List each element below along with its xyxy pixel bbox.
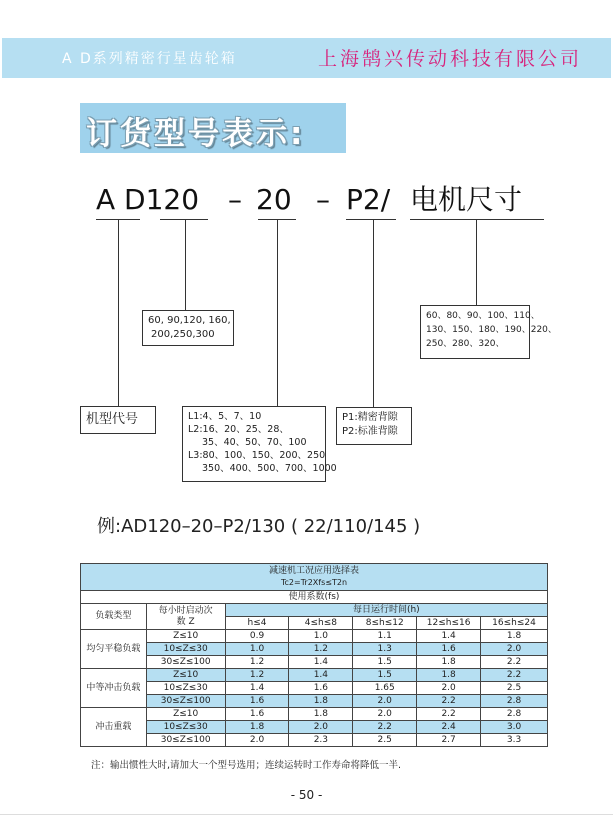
example-model: 例:AD120–20–P2/130 ( 22/110/145 ) [97,516,421,537]
factor-cell: 2.8 [481,708,548,721]
ratio-line-2: L2:16、20、25、28、 [188,424,289,435]
table-row [81,708,548,721]
starts-cell: 30≤Z≤100 [146,695,225,708]
factor-cell: 2.0 [225,734,289,747]
factor-cell: 1.2 [225,669,289,682]
motor-size-box [420,305,557,359]
table-row [81,669,548,682]
underline-motor [410,219,544,220]
factor-cell: 1.5 [353,669,417,682]
factor-cell: 1.3 [353,643,417,656]
table-row [81,656,548,669]
factor-cell: 2.7 [417,734,481,747]
factor-cell: 1.0 [289,630,353,643]
table-row [81,630,548,643]
factor-cell: 2.5 [481,682,548,695]
code-dash-1: – [228,183,242,216]
table-title-cell [81,564,548,591]
series-title: A D系列精密行星齿轮箱 [62,51,237,67]
starts-cell: 30≤Z≤100 [146,734,225,747]
page-number: - 50 - [290,788,323,802]
factor-cell: 1.2 [289,643,353,656]
factor-header: 使用系数(fs) [81,591,548,604]
model-code-label: 机型代号 [86,412,139,427]
page-title: 订货型号表示: [86,116,306,152]
factor-cell: 1.4 [417,630,481,643]
load-type-header: 负载类型 [81,604,147,630]
hour-col-2: 4≤h≤8 [289,617,353,630]
factor-cell: 2.3 [289,734,353,747]
factor-cell: 2.0 [353,695,417,708]
load-type-1: 均匀平稳负载 [81,630,147,669]
factor-cell: 1.6 [225,695,289,708]
hour-col-3: 8≤h≤12 [353,617,417,630]
starts-cell: 10≤Z≤30 [146,643,225,656]
motor-line-2: 130、150、180、190、220、 [426,325,557,335]
factor-cell: 2.0 [417,682,481,695]
factor-cell: 1.0 [225,643,289,656]
factor-cell: 2.0 [481,643,548,656]
underline-backlash [346,219,396,220]
hour-col-1: h≤4 [225,617,289,630]
code-ratio: 20 [256,183,292,216]
factor-cell: 2.2 [353,721,417,734]
ratio-options-box [182,406,337,482]
ratio-line-1: L1:4、5、7、10 [188,411,262,422]
code-backlash: P2/ [346,183,391,216]
backlash-line-2: P2:标准背隙 [342,426,398,437]
table-row [81,734,548,747]
factor-cell: 3.0 [481,721,548,734]
factor-cell: 1.6 [289,682,353,695]
factor-cell: 1.8 [289,708,353,721]
factor-cell: 1.4 [289,656,353,669]
hour-col-4: 12≤h≤16 [417,617,481,630]
code-model: A D120 [96,183,200,216]
factor-cell: 2.4 [417,721,481,734]
table-formula: Tc2=Tr2Xfs≤T2n [280,578,348,587]
bottom-rule [0,814,613,815]
footnote: 注：输出惯性大时,请加大一个型号选用；连续运转时工作寿命将降低一半. [91,760,402,771]
size-options-box [142,310,234,346]
factor-cell: 1.4 [225,682,289,695]
table-row [81,721,548,734]
factor-cell: 1.8 [225,721,289,734]
starts-header-text: 每小时启动次数 Z [158,605,213,627]
starts-cell: Z≤10 [146,708,225,721]
connector-model [118,219,119,406]
factor-cell: 2.0 [353,708,417,721]
factor-cell: 2.5 [353,734,417,747]
factor-cell: 2.2 [417,695,481,708]
factor-cell: 0.9 [225,630,289,643]
factor-cell: 1.6 [417,643,481,656]
starts-cell: Z≤10 [146,669,225,682]
factor-cell: 1.6 [225,708,289,721]
ratio-line-3: 35、40、50、70、100 [202,437,307,448]
starts-cell: 10≤Z≤30 [146,682,225,695]
factor-cell: 1.5 [353,656,417,669]
starts-cell: 10≤Z≤30 [146,721,225,734]
starts-cell: Z≤10 [146,630,225,643]
factor-cell: 1.8 [417,656,481,669]
table-title: 减速机工况应用选择表 [268,566,359,576]
factor-cell: 1.8 [417,669,481,682]
motor-line-1: 60、80、90、100、110、 [426,311,540,321]
ratio-line-4: L3:80、100、150、200、250 [188,450,326,461]
factor-cell: 2.0 [289,721,353,734]
factor-cell: 2.2 [417,708,481,721]
backlash-box [336,407,412,445]
connector-size [185,219,186,310]
size-line-1: 60, 90,120, 160, [148,315,231,326]
factor-cell: 1.65 [353,682,417,695]
factor-cell: 1.8 [289,695,353,708]
factor-cell: 1.8 [481,630,548,643]
motor-line-3: 250、280、320、 [426,339,505,349]
hour-col-5: 16≤h≤24 [481,617,548,630]
table-row [81,695,548,708]
factor-cell: 1.2 [225,656,289,669]
backlash-line-1: P1:精密背隙 [342,412,398,423]
connector-motor [476,219,477,305]
load-type-2: 中等冲击负载 [81,669,147,708]
service-factor-table [80,563,548,747]
code-dash-2: – [316,183,330,216]
factor-cell: 2.2 [481,669,548,682]
model-code-box [80,406,156,434]
connector-backlash [373,219,374,407]
code-motor: 电机尺寸 [410,183,523,216]
factor-cell: 1.4 [289,669,353,682]
starts-cell: 30≤Z≤100 [146,656,225,669]
factor-cell: 3.3 [481,734,548,747]
ratio-line-5: 350、400、500、700、1000 [202,463,337,474]
factor-cell: 2.2 [481,656,548,669]
company-name: 上海鹄兴传动科技有限公司 [318,48,583,70]
connector-ratio [277,219,278,407]
hours-header: 每日运行时间(h) [225,604,547,617]
starts-header [146,604,225,630]
factor-cell: 1.1 [353,630,417,643]
underline-size [160,219,208,220]
load-type-3: 冲击重载 [81,708,147,747]
table-row [81,682,548,695]
factor-cell: 2.8 [481,695,548,708]
size-line-2: 200,250,300 [151,329,215,340]
table-row [81,643,548,656]
